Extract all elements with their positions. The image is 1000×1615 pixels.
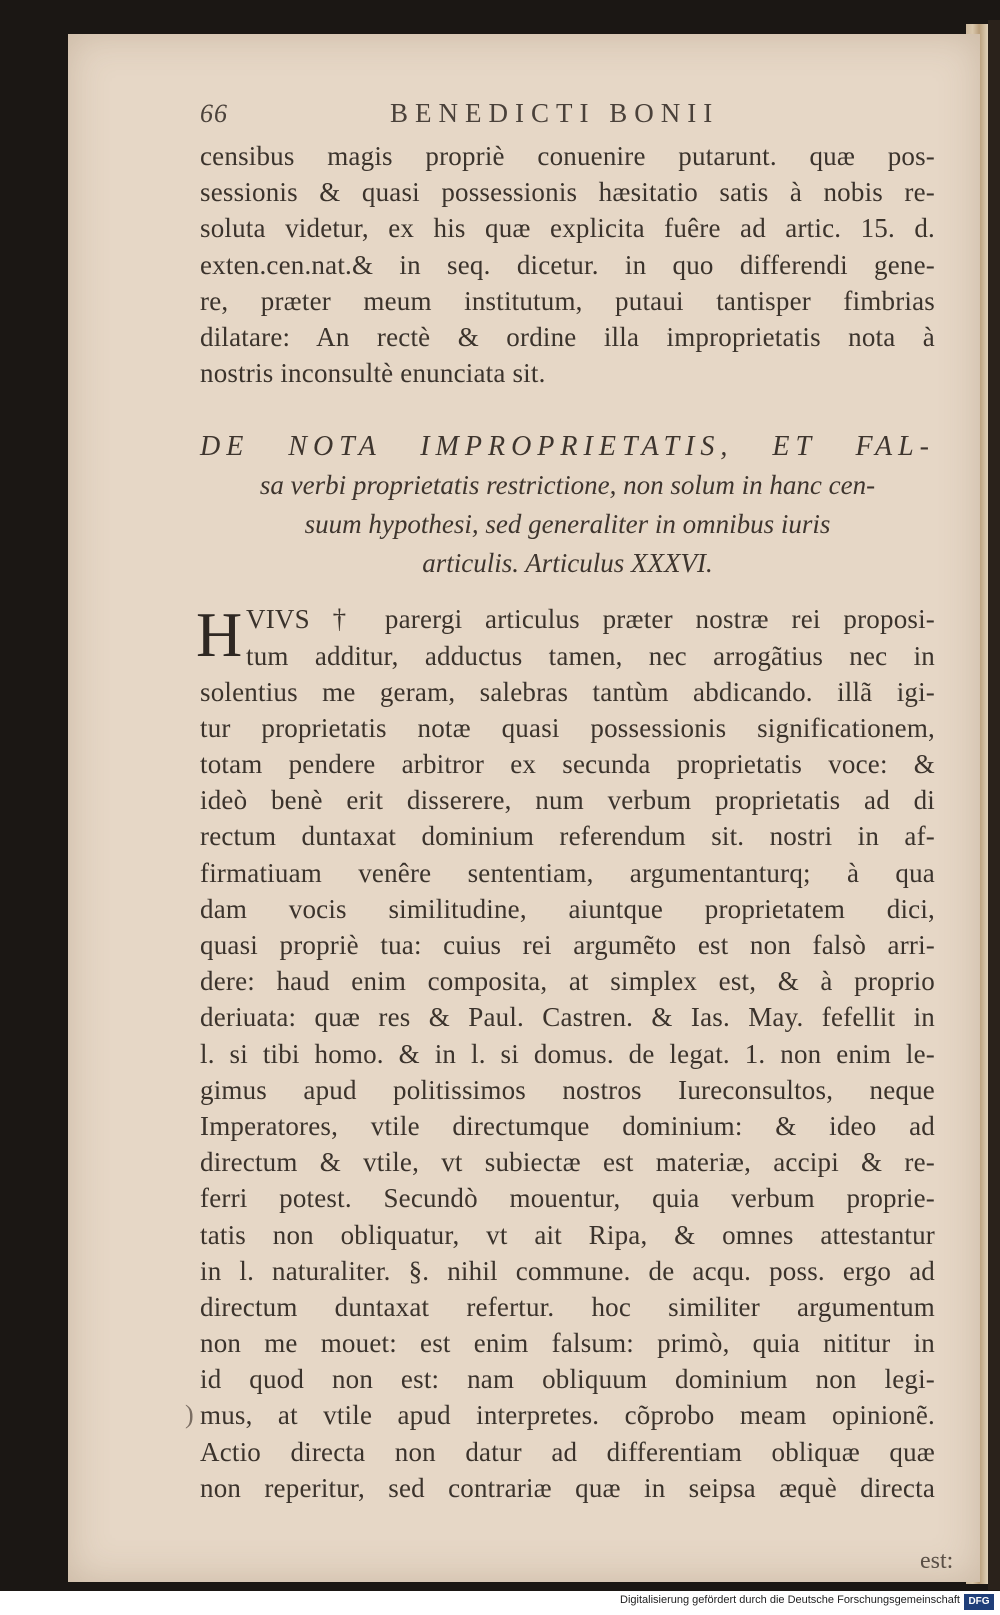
article-paragraph xyxy=(196,599,970,1506)
text-line: mus, at vtile apud interpretes. cõprobo meam opinionẽ. xyxy=(200,1400,935,1431)
page-text xyxy=(196,98,970,1506)
intro-paragraph xyxy=(200,138,970,391)
text-line: directum & vtile, vt subiectæ est materiæ, accipi & re- xyxy=(200,1147,935,1178)
text-line: quasi propriè tua: cuius rei argumẽto est non falsò arri- xyxy=(200,930,935,960)
text-line: gimus apud politissimos nostros Iureconsultos, neque xyxy=(200,1074,935,1105)
text-line: id quod non est: nam obliquum dominium non legi- xyxy=(200,1364,935,1395)
text-line: soluta videtur, ex his quæ explicita fuêre ad artic. 15. d. xyxy=(200,213,935,244)
text-line: nostris inconsultè enunciata sit. xyxy=(200,358,546,389)
text-line: non reperitur, sed contrariæ quæ in seipsa æquè directa xyxy=(200,1472,935,1503)
running-head: BENEDICTI BONII xyxy=(390,98,720,128)
margin-mark: ) xyxy=(185,1400,194,1429)
text-line: tum additur, adductus tamen, nec arrogãtius nec in xyxy=(246,640,935,671)
text-line: directum duntaxat refertur. hoc similiter argumentum xyxy=(200,1291,935,1322)
text-line: Imperatores, vtile directumque dominium: & ideo ad xyxy=(200,1110,935,1141)
text-line: dilatare: An rectè & ordine illa improprietatis nota à xyxy=(200,321,935,352)
text-line: tur proprietatis notæ quasi possessionis significationem, xyxy=(200,712,935,743)
text-line: dam vocis similitudine, aiuntque proprietatem dici, xyxy=(200,893,935,924)
text-line: sessionis & quasi possessionis hæsitatio satis à nobis re- xyxy=(200,177,935,208)
text-line: re, præter meum institutum, putaui tantisper fimbrias xyxy=(200,285,935,316)
page-header xyxy=(200,98,970,138)
drop-cap: H xyxy=(196,599,243,671)
text-line: tatis non obliquatur, vt ait Ripa, & omnes attestantur xyxy=(200,1219,935,1250)
text-line: Actio directa non datur ad differentiam obliquæ quæ xyxy=(200,1436,935,1467)
text-line: dere: haud enim composita, at simplex est, & à proprio xyxy=(200,966,935,997)
text-line: firmatiuam venêre sententiam, argumentanturq; à qua xyxy=(200,857,935,888)
heading-line: DE NOTA IMPROPRIETATIS, ET FAL- xyxy=(200,431,935,463)
digitization-credit: Digitalisierung gefördert durch die Deutsche Forschungsgemeinschaft xyxy=(620,1594,960,1606)
text-line: non me mouet: est enim falsum: primò, quia nititur in xyxy=(200,1328,935,1359)
text-line: in l. naturaliter. §. nihil commune. de acqu. poss. ergo ad xyxy=(200,1255,935,1286)
heading-line: articulis. Articulus XXXVI. xyxy=(422,548,713,579)
text-line: ferri potest. Secundò mouentur, quia verbum proprie- xyxy=(200,1183,935,1214)
text-line: censibus magis propriè conuenire putarunt. quæ pos- xyxy=(200,141,935,171)
text-line: exten.cen.nat.& in seq. dicetur. in quo differendi gene- xyxy=(200,249,935,280)
text-line: solentius me geram, salebras tantùm abdicando. illã igi- xyxy=(200,676,935,707)
text-line: l. si tibi homo. & in l. si domus. de legat. 1. non enim le- xyxy=(200,1038,935,1069)
text-line: ideò benè erit disserere, num verbum proprietatis ad di xyxy=(200,785,935,816)
catchword: est: xyxy=(920,1548,954,1574)
text-line: deriuata: quæ res & Paul. Castren. & Ias. May. fefellit in xyxy=(200,1002,935,1033)
book-edge-shadow xyxy=(988,20,1000,1590)
article-heading xyxy=(200,427,935,583)
heading-line: sa verbi proprietatis restrictione, non solum in hanc cen- xyxy=(259,470,876,501)
page-number: 66 xyxy=(200,99,228,128)
text-line: totam pendere arbitror ex secunda proprietatis voce: & xyxy=(200,749,935,780)
text-line: rectum duntaxat dominium referendum sit. nostri in af- xyxy=(200,821,935,852)
text-line: VIVS † parergi articulus præter nostræ rei proposi- xyxy=(246,604,935,635)
dfg-logo: DFG xyxy=(964,1594,994,1610)
heading-line: suum hypothesi, sed generaliter in omnibus iuris xyxy=(304,509,831,540)
